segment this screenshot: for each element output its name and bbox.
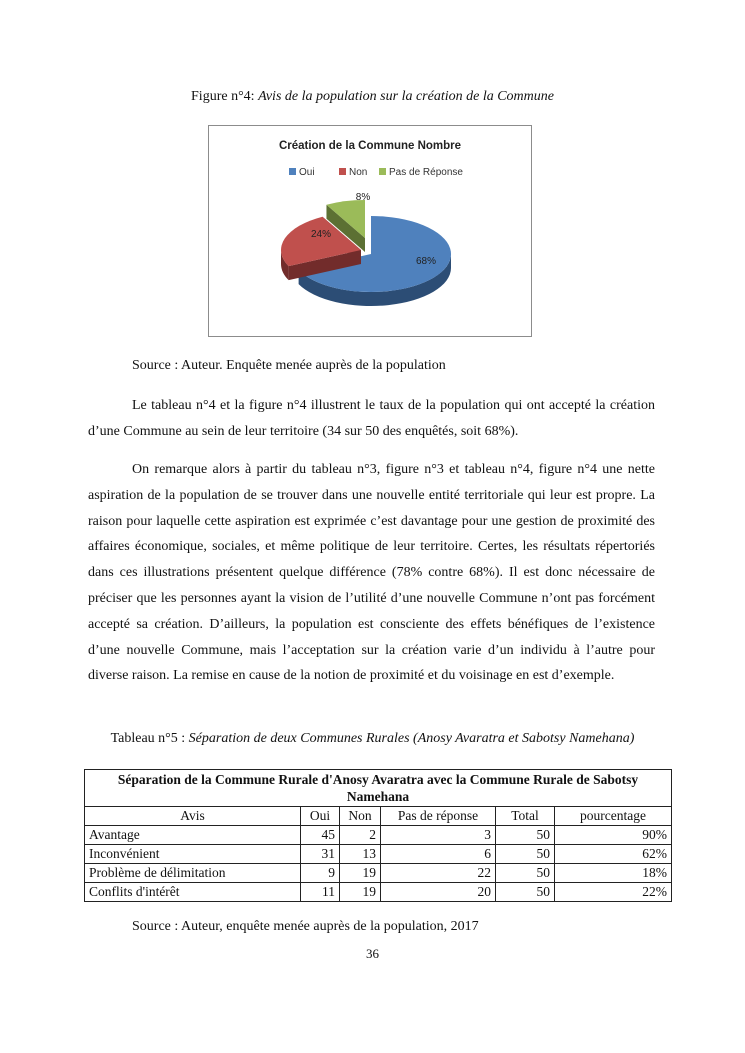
paragraph-1 — [88, 393, 655, 445]
legend-swatch — [379, 168, 386, 175]
cell-oui: 45 — [301, 826, 340, 845]
cell-pourcentage: 90% — [555, 826, 672, 845]
cell-non: 19 — [340, 864, 381, 883]
figure-caption — [0, 89, 745, 105]
table-row — [85, 864, 672, 883]
figure-title: Avis de la population sur la création de la Commune — [258, 89, 554, 104]
cell-non: 19 — [340, 883, 381, 902]
cell-avis: Conflits d'intérêt — [85, 883, 301, 902]
cell-pourcentage: 18% — [555, 864, 672, 883]
pie-chart-canvas — [209, 126, 531, 336]
paragraph-2-text: On remarque alors à partir du tableau n°3, figure n°3 et tableau n°4, figure n°4 une nette aspiration de la population de se trouver dans une nouvelle entité territoriale qui leur est propre. La raison pour laquelle cette aspiration est exprimée c’est davantage pour une gestion de proximité des affaires économique, sociales, et même politique de leur territoire. Certes, les résultats répertoriés dans ces illustrations présentent quelque différence (78% contre 68%). Il est donc nécessaire de préciser que les personnes ayant la vision de l’utilité d’une nouvelle Commune n’ont pas forcément accepté sa création. D’ailleurs, la population est consciente des effets bénéfiques de l’existence d’une nouvelle Commune, mais l’acceptation sur la création varie d’un individu à l’autre pour diverse raison. La remise en cause de la notion de proximité et du voisinage en est d’exemple. — [88, 462, 655, 684]
table-row — [85, 845, 672, 864]
col-total: Total — [496, 807, 555, 826]
col-pourcentage: pourcentage — [555, 807, 672, 826]
cell-avis: Avantage — [85, 826, 301, 845]
cell-pourcentage: 22% — [555, 883, 672, 902]
figure-label: Figure n°4: — [191, 89, 259, 104]
cell-pas-de-reponse: 22 — [381, 864, 496, 883]
cell-avis: Inconvénient — [85, 845, 301, 864]
separation-table — [84, 769, 672, 902]
cell-non: 2 — [340, 826, 381, 845]
cell-oui: 9 — [301, 864, 340, 883]
table-label: Tableau n°5 : — [110, 731, 189, 746]
cell-oui: 31 — [301, 845, 340, 864]
table-row — [85, 883, 672, 902]
cell-oui: 11 — [301, 883, 340, 902]
cell-avis: Problème de délimitation — [85, 864, 301, 883]
table-caption — [0, 731, 745, 747]
legend-item-1 — [339, 167, 367, 178]
table-title: Séparation de deux Communes Rurales (Anosy Avaratra et Sabotsy Namehana) — [188, 731, 635, 746]
pie-slices — [281, 192, 451, 306]
chart-legend — [289, 167, 463, 178]
chart-title: Création de la Commune Nombre — [278, 140, 462, 152]
legend-label: Non — [349, 167, 368, 178]
legend-label: Oui — [299, 167, 315, 178]
table-source: Source : Auteur, enquête menée auprès de la population, 2017 — [132, 919, 479, 934]
col-non: Non — [340, 807, 381, 826]
table-header-title: Séparation de la Commune Rurale d'Anosy Avaratra avec la Commune Rurale de Sabotsy Namehana — [85, 770, 672, 807]
cell-total: 50 — [496, 826, 555, 845]
figure-source: Source : Auteur. Enquête menée auprès de la population — [132, 358, 446, 373]
cell-non: 13 — [340, 845, 381, 864]
table-column-headers — [85, 807, 672, 826]
col-oui: Oui — [301, 807, 340, 826]
data-label: 8% — [355, 192, 371, 203]
cell-pas-de-reponse: 20 — [381, 883, 496, 902]
paragraph-2 — [88, 457, 655, 689]
cell-pourcentage: 62% — [555, 845, 672, 864]
cell-pas-de-reponse: 3 — [381, 826, 496, 845]
data-label: 24% — [310, 229, 332, 240]
cell-total: 50 — [496, 864, 555, 883]
legend-label: Pas de Réponse — [389, 167, 463, 178]
paragraph-1-text: Le tableau n°4 et la figure n°4 illustrent le taux de la population qui ont accepté la création d’une Commune au sein de leur territoire (34 sur 50 des enquêtés, soit 68%). — [88, 398, 655, 439]
data-label: 68% — [415, 256, 437, 267]
cell-total: 50 — [496, 883, 555, 902]
col-pas-de-reponse: Pas de réponse — [381, 807, 496, 826]
cell-total: 50 — [496, 845, 555, 864]
page-number: 36 — [366, 946, 379, 961]
col-avis: Avis — [85, 807, 301, 826]
legend-item-0 — [289, 167, 315, 178]
legend-item-2 — [379, 167, 463, 178]
legend-swatch — [289, 168, 296, 175]
legend-swatch — [339, 168, 346, 175]
cell-pas-de-reponse: 6 — [381, 845, 496, 864]
pie-chart — [208, 125, 532, 337]
table-row — [85, 826, 672, 845]
